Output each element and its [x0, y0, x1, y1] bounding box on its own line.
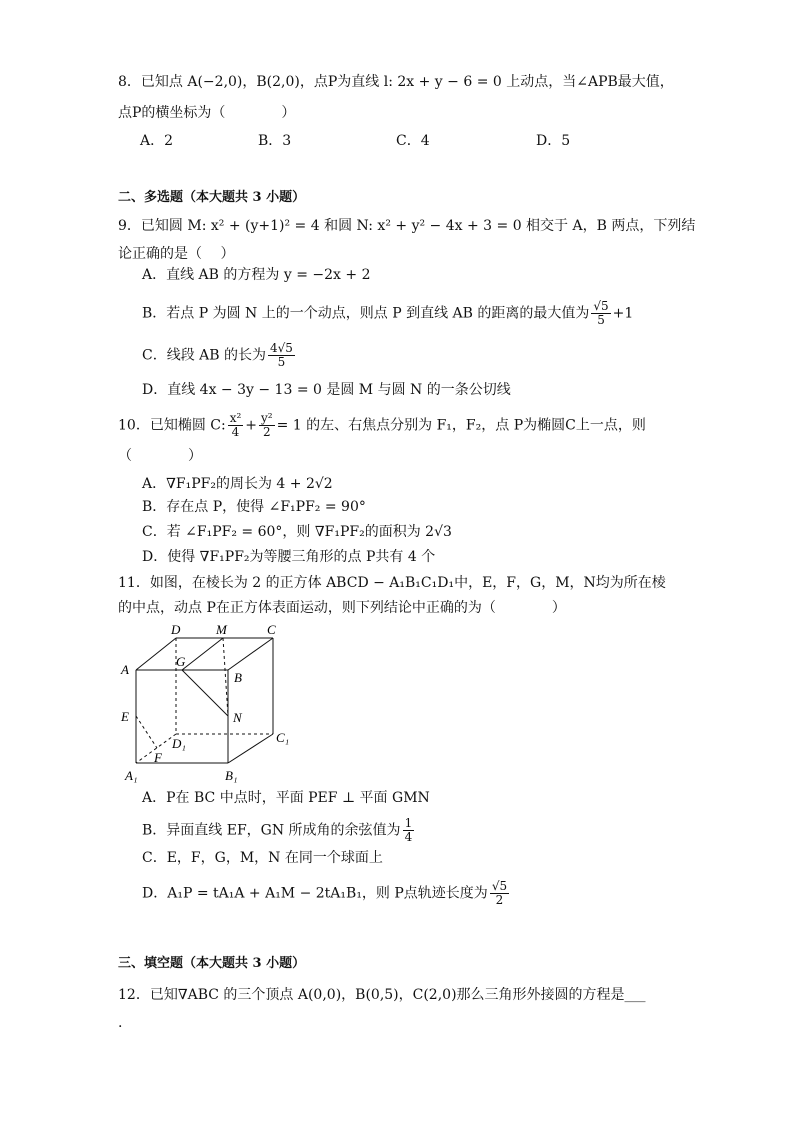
- edge-a-d: [136, 638, 176, 670]
- q10-option-b: B．存在点 P，使得 ∠F₁PF₂ = 90°: [142, 499, 366, 515]
- q10-stem-line1: [118, 412, 646, 439]
- label-n: N: [233, 710, 242, 725]
- label-c: C: [267, 622, 276, 637]
- edge-c-b: [228, 638, 273, 670]
- q11-stem-line1: 11．如图，在棱长为 2 的正方体 ABCD − A₁B₁C₁D₁中，E，F，G，M，N均为所在棱: [118, 575, 666, 591]
- label-b1: B₁: [225, 768, 238, 783]
- fraction: $\frac{4√5}{5}$: [270, 341, 293, 369]
- section-multiple-choice-title: 二、多选题（本大题共 3 小题）: [118, 190, 306, 205]
- label-e: E: [121, 709, 129, 724]
- q10-stem-text: 10．已知椭圆 C:: [118, 417, 226, 434]
- label-d: D: [171, 622, 181, 637]
- q12-stem-line1: 12．已知∇ABC 的三个顶点 A(0,0)，B(0,5)，C(2,0)那么三角形外接圆的方程是___: [118, 987, 646, 1003]
- q8-option-a: A．2: [140, 133, 174, 149]
- q11-stem-line2: 的中点，动点 P在正方体表面运动，则下列结论中正确的为（ ）: [118, 600, 566, 616]
- q9-option-b-suffix: +1: [612, 305, 634, 322]
- label-b: B: [234, 670, 242, 685]
- section-fill-in-title: 三、填空题（本大题共 3 小题）: [118, 956, 306, 971]
- plus-sign: +: [245, 417, 258, 434]
- q8-option-b: B．3: [258, 133, 292, 149]
- edge-c1-b1: [228, 734, 273, 763]
- q9-option-d: D．直线 4x − 3y − 13 = 0 是圆 M 与圆 N 的一条公切线: [142, 382, 511, 398]
- q10-stem-text-end: = 1 的左、右焦点分别为 F₁，F₂，点 P为椭圆C上一点，则: [276, 417, 646, 434]
- q9-option-b: [142, 300, 633, 327]
- label-m: M: [216, 622, 227, 637]
- label-a1: A₁: [125, 768, 138, 783]
- fraction: $\frac{√5}{5}$: [593, 299, 609, 327]
- hidden-segment-m-n: [223, 638, 228, 716]
- label-d1: D₁: [172, 736, 186, 751]
- fraction: $\frac{1}{4}$: [404, 816, 413, 844]
- q10-option-a: A．∇F₁PF₂的周长为 4 + 2√2: [142, 476, 333, 492]
- hidden-segment-e-f: [136, 716, 157, 748]
- q11-option-b: [142, 817, 416, 844]
- q11-option-d: [142, 880, 511, 907]
- fraction: $\frac{√5}{2}$: [491, 879, 508, 907]
- q9-stem-line2: 论正确的是（ ）: [118, 246, 235, 262]
- q9-option-b-text: B．若点 P 为圆 N 上的一个动点，则点 P 到直线 AB 的距离的最大值为: [142, 305, 590, 322]
- label-a: A: [121, 662, 129, 677]
- fraction: $\frac{\text{y²}}{2}$: [261, 411, 273, 439]
- q8-stem-line2: 点P的横坐标为（ ）: [118, 105, 296, 121]
- label-f: F: [154, 750, 162, 765]
- q8-option-c: C．4: [396, 133, 430, 149]
- q11-option-c: C．E，F，G，M，N 在同一个球面上: [142, 850, 383, 866]
- q9-option-c: [142, 342, 297, 369]
- q12-stem-line2: .: [118, 1015, 123, 1031]
- q10-stem-line2: （ ）: [118, 448, 202, 464]
- q9-option-c-text: C．线段 AB 的长为: [142, 347, 267, 364]
- cube-figure: [115, 618, 305, 788]
- q9-option-a: A．直线 AB 的方程为 y = −2x + 2: [142, 267, 371, 283]
- q10-option-c: C．若 ∠F₁PF₂ = 60°，则 ∇F₁PF₂的面积为 2√3: [142, 524, 452, 540]
- segment-g-n: [182, 670, 228, 716]
- q8-stem-line1: 8．已知点 A(−2,0)，B(2,0)，点P为直线 l: 2x + y − 6 = 0 上动点，当∠APB最大值，: [118, 74, 674, 90]
- q11-option-a: A．P在 BC 中点时，平面 PEF ⊥ 平面 GMN: [142, 790, 430, 806]
- segment-g-m: [182, 638, 223, 670]
- q8-option-d: D．5: [536, 133, 571, 149]
- label-g: G: [176, 654, 186, 669]
- label-c1: C₁: [276, 730, 290, 745]
- q11-option-d-text: D．A₁P = tA₁A + A₁M − 2tA₁B₁，则 P点轨迹长度为: [142, 885, 488, 902]
- q10-option-d: D．使得 ∇F₁PF₂为等腰三角形的点 P共有 4 个: [142, 549, 436, 565]
- q9-stem-line1: 9．已知圆 M: x² + (y+1)² = 4 和圆 N: x² + y² − 4x + 3 = 0 相交于 A，B 两点，下列结: [118, 218, 696, 234]
- q11-option-b-text: B．异面直线 EF，GN 所成角的余弦值为: [142, 822, 401, 839]
- fraction: $\frac{\text{x²}}{4}$: [229, 411, 242, 439]
